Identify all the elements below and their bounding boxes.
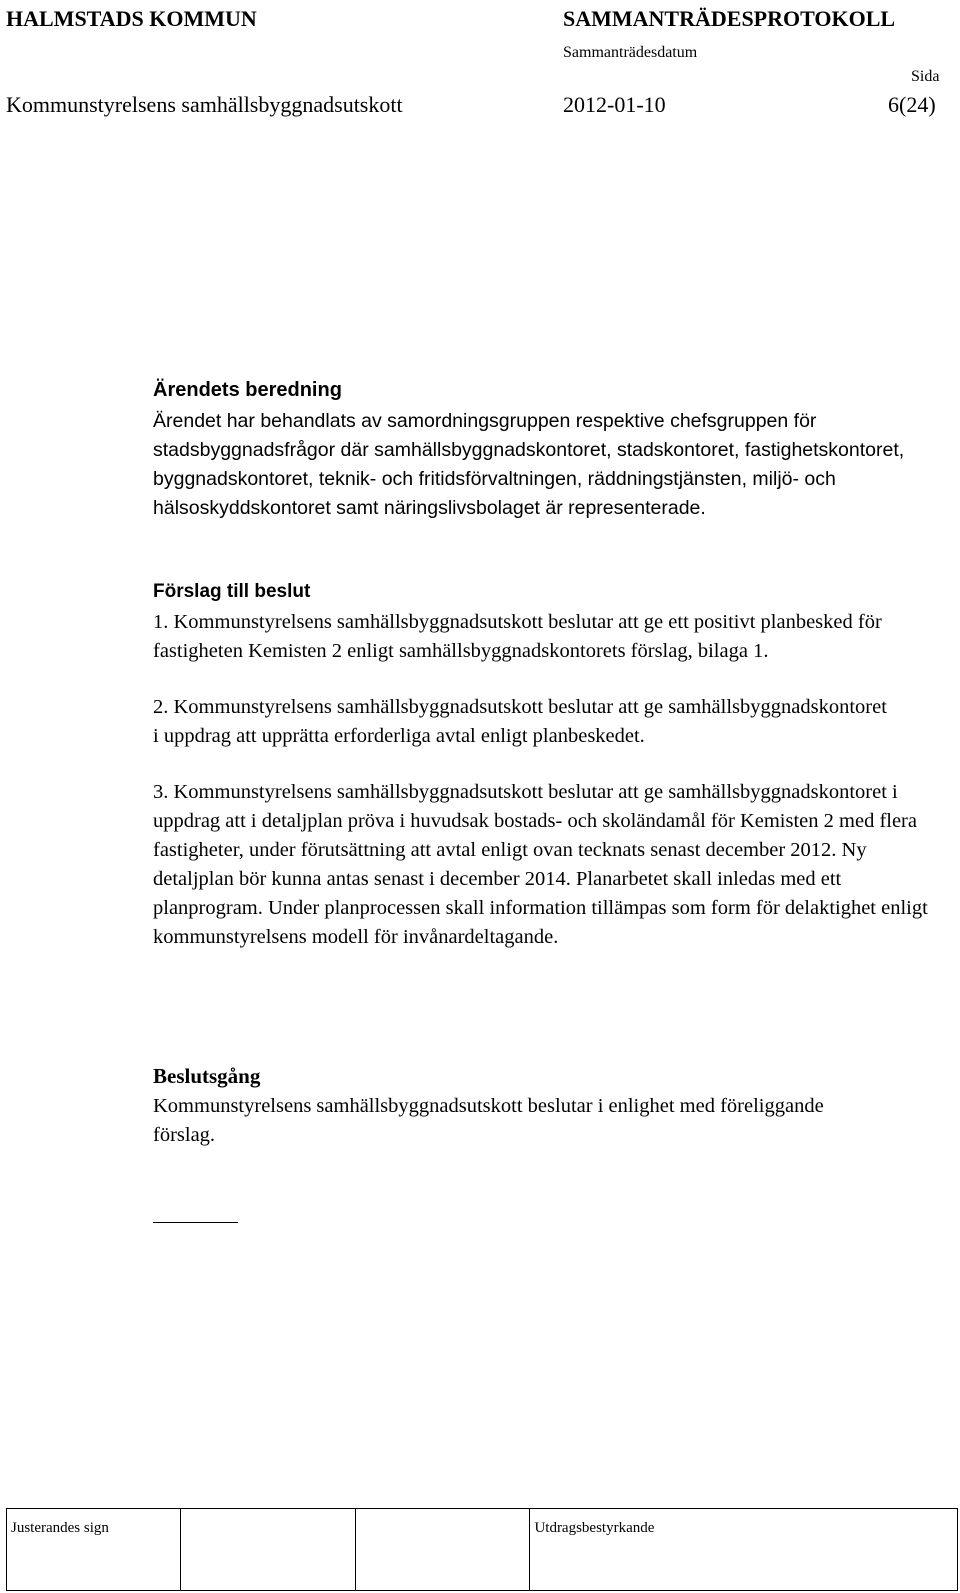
forslag-heading: Förslag till beslut — [153, 581, 311, 602]
forslag-item-3: 3. Kommunstyrelsens samhällsbyggnadsutskott beslutar att ge samhällsbyggnadskontoret i uppdrag att i detaljplan pröva i huvudsak bostads- och skoländamål för Kemisten 2 med flera fastigheter, under förutsättning att avtal enligt ovan tecknats senast december 2012. Ny detaljplan bör kunna antas senast i december 2014. Planarbetet skall inledas med ett planprogram. Under planprocessen skall information tillämpas som form för delaktighet enligt kommunstyrelsens modell för invånardeltagande. — [153, 781, 928, 948]
signature-line — [153, 1222, 238, 1223]
beslutsgang-heading: Beslutsgång — [153, 1064, 261, 1088]
footer-table — [6, 1508, 958, 1591]
justerandes-sign-cell: Justerandes sign — [7, 1509, 181, 1590]
sign-cell-3 — [356, 1509, 531, 1590]
utdragsbestyrkande-cell: Utdragsbestyrkande — [534, 1520, 655, 1536]
section-beredning — [153, 376, 933, 523]
date-label: Sammanträdesdatum — [563, 44, 698, 61]
beredning-heading: Ärendets beredning — [153, 379, 342, 401]
section-beslutsgang — [153, 1062, 933, 1150]
municipality-name: HALMSTADS KOMMUN — [6, 6, 257, 31]
committee-name: Kommunstyrelsens samhällsbyggnadsutskott — [6, 92, 403, 117]
section-forslag — [153, 577, 933, 952]
document-type: SAMMANTRÄDESPROTOKOLL — [563, 6, 896, 31]
beslutsgang-text: Kommunstyrelsens samhällsbyggnadsutskott beslutar i enlighet med föreliggande förslag. — [153, 1095, 824, 1146]
forslag-item-2: 2. Kommunstyrelsens samhällsbyggnadsutskott beslutar att ge samhällsbyggnadskontoret i uppdrag att upprätta erforderliga avtal enligt planbeskedet. — [153, 696, 887, 747]
page-label: Sida — [911, 68, 940, 85]
forslag-item-1: 1. Kommunstyrelsens samhällsbyggnadsutskott beslutar att ge ett positivt planbesked för fastigheten Kemisten 2 enligt samhällsbyggnadskontorets förslag, bilaga 1. — [153, 611, 882, 662]
beredning-text: Ärendet har behandlats av samordningsgruppen respektive chefsgruppen för stadsbyggnadsfrågor där samhällsbyggnadskontoret, stadskontoret, fastighetskontoret, byggnadskontoret, teknik- och fritidsförvaltningen, räddningstjänsten, miljö- och hälsoskyddskontoret samt näringslivsbolaget är representerade. — [153, 410, 905, 519]
meeting-date: 2012-01-10 — [563, 92, 666, 117]
page-number: 6(24) — [888, 92, 936, 117]
sign-cell-2 — [181, 1509, 356, 1590]
